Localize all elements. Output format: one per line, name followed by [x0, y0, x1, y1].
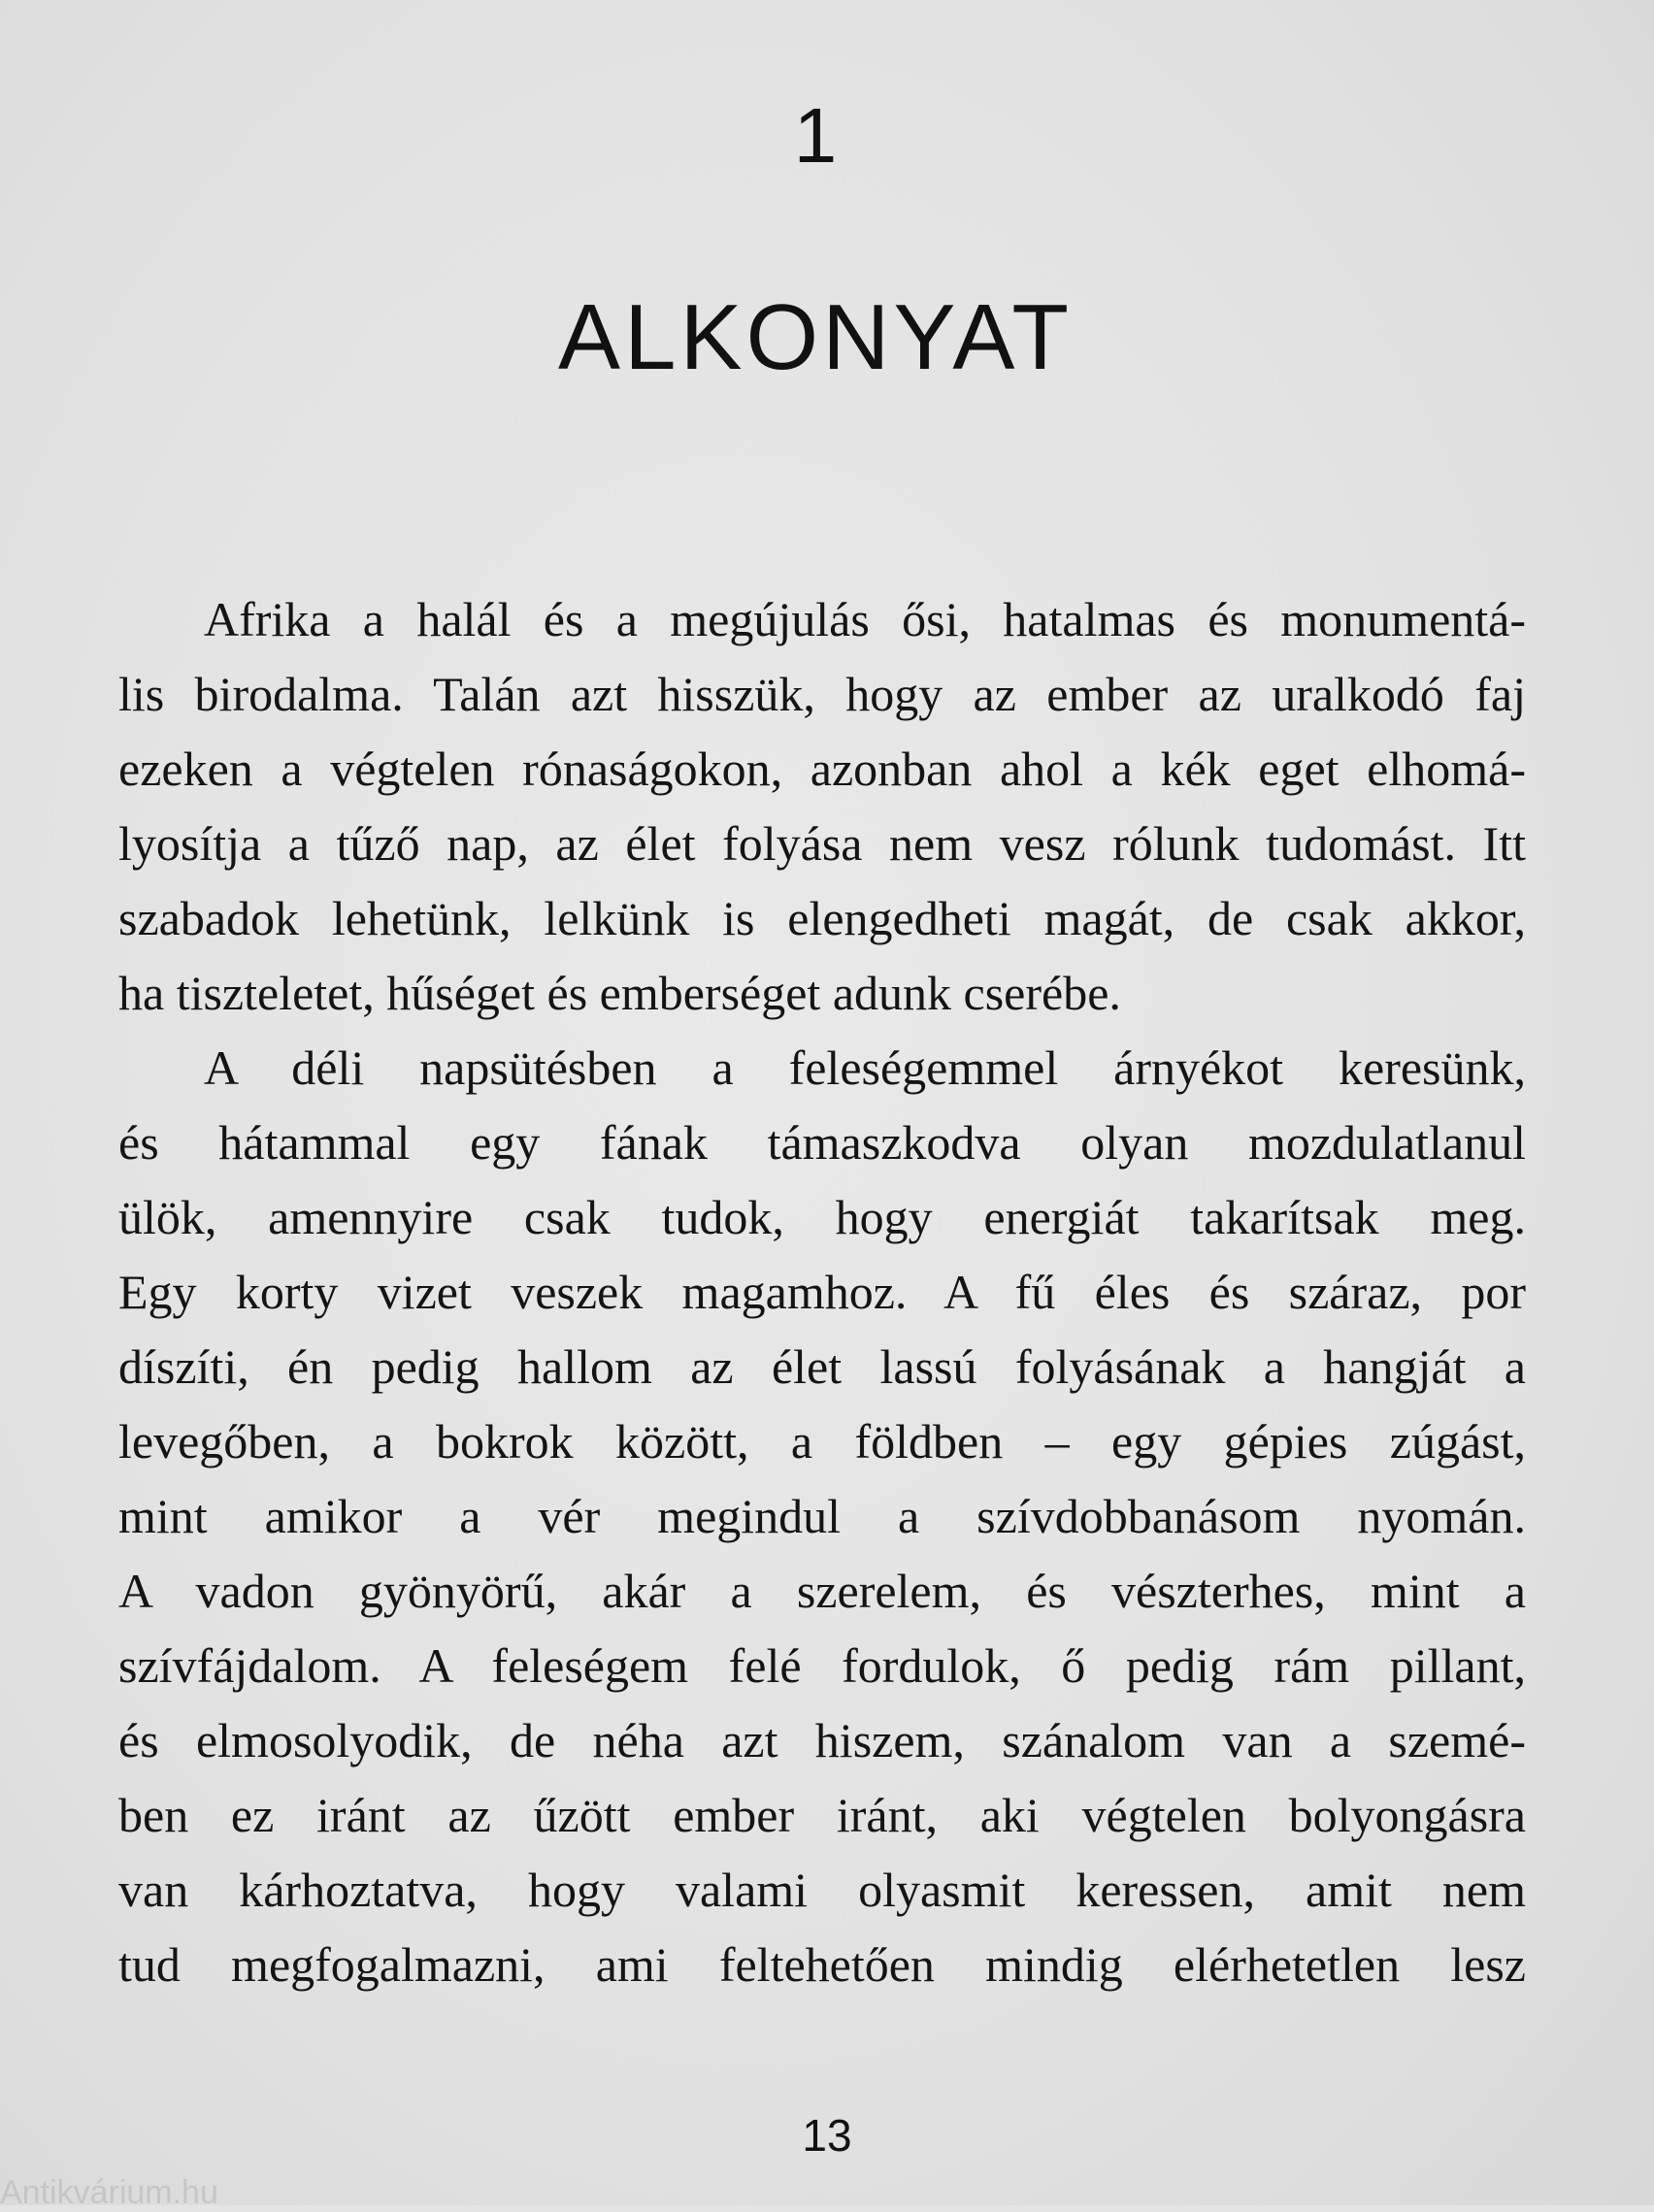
body-text — [118, 582, 1526, 2002]
text-line: A déli napsütésben a feleségemmel árnyékot keresünk, — [204, 1040, 1526, 1095]
text-line: díszíti, én pedig hallom az élet lassú folyásának a hangját a — [118, 1339, 1526, 1394]
text-line: szabadok lehetünk, lelkünk is elengedheti magát, de csak akkor, — [118, 891, 1526, 945]
text-line: szívfájdalom. A feleségem felé fordulok, ő pedig rám pillant, — [118, 1638, 1526, 1693]
text-line: ülök, amennyire csak tudok, hogy energiát takarítsak meg. — [118, 1190, 1526, 1244]
chapter-number: 1 — [793, 92, 838, 179]
text-line: levegőben, a bokrok között, a földben – egy gépies zúgást, — [118, 1414, 1526, 1469]
text-line: Afrika a halál és a megújulás ősi, hatalmas és monumentá- — [204, 592, 1526, 646]
chapter-title: ALKONYAT — [558, 285, 1073, 389]
text-line: és hátammal egy fának támaszkodva olyan mozdulatlanul — [118, 1115, 1526, 1170]
text-line: és elmosolyodik, de néha azt hiszem, szánalom van a szemé- — [118, 1713, 1526, 1767]
text-line: tud megfogalmazni, ami feltehetően mindig elérhetetlen lesz — [118, 1937, 1526, 1992]
text-line: lis birodalma. Talán azt hisszük, hogy az ember az uralkodó faj — [118, 667, 1526, 721]
text-line: mint amikor a vér megindul a szívdobbanásom nyomán. — [118, 1489, 1526, 1543]
text-line: ha tiszteletet, hűséget és emberséget adunk cserébe. — [118, 966, 1121, 1020]
text-line: ezeken a végtelen rónaságokon, azonban ahol a kék eget elhomá- — [118, 742, 1526, 796]
paragraph-1 — [118, 582, 1526, 1031]
text-line: Egy korty vizet veszek magamhoz. A fű éles és száraz, por — [118, 1265, 1526, 1319]
watermark: Antikvárium.hu — [0, 2174, 218, 2211]
text-line: van kárhoztatva, hogy valami olyasmit keressen, amit nem — [118, 1863, 1526, 1917]
page-number: 13 — [802, 2110, 852, 2161]
text-line: ben ez iránt az űzött ember iránt, aki végtelen bolyongásra — [118, 1788, 1526, 1842]
text-line: A vadon gyönyörű, akár a szerelem, és vészterhes, mint a — [118, 1564, 1526, 1618]
text-line: lyosítja a tűző nap, az élet folyása nem vesz rólunk tudomást. Itt — [118, 816, 1526, 871]
paragraph-2 — [118, 1031, 1526, 2002]
